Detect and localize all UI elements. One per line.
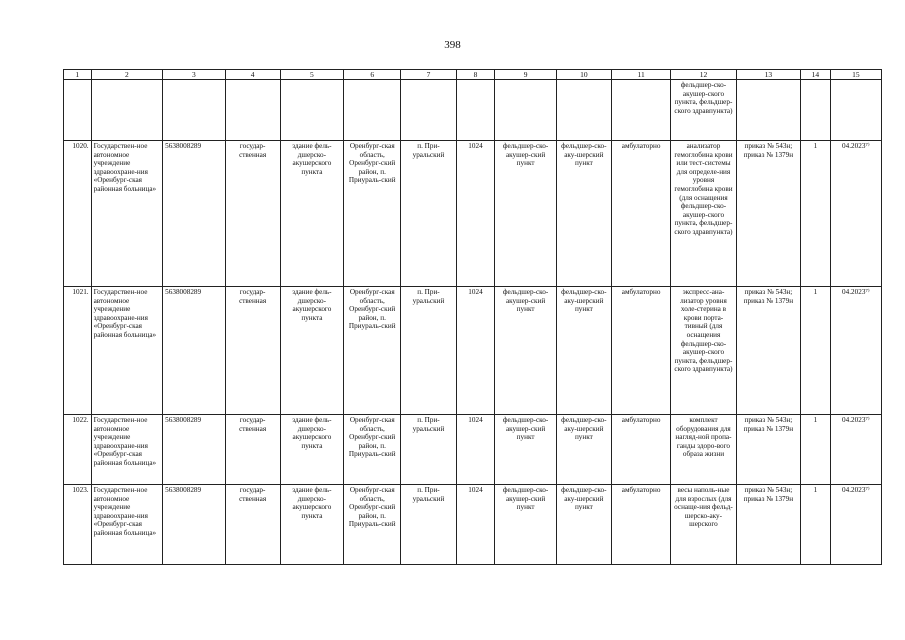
- row-number: 1023.: [64, 485, 92, 565]
- column-number: 13: [736, 70, 800, 80]
- table-row: [64, 141, 882, 287]
- column-number: 7: [401, 70, 456, 80]
- column-number: 14: [801, 70, 831, 80]
- code-cell: 1024: [456, 415, 495, 485]
- settlement-cell: п. При-уральский: [401, 485, 456, 565]
- inn-cell: 5638008289: [163, 415, 225, 485]
- ownership-cell: государ-ственная: [225, 415, 280, 485]
- settlement-cell: п. При-уральский: [401, 141, 456, 287]
- building-cell: здание фель-дшерско-акушерского пункта: [280, 141, 343, 287]
- unit-type-cell: фельдшер-ско-аку-шерский пункт: [556, 485, 611, 565]
- column-number: 6: [344, 70, 401, 80]
- page-number: 398: [444, 39, 461, 51]
- address-cell: Оренбург-ская область, Оренбург-ский район, п. Приураль-ский: [344, 485, 401, 565]
- orders-cell: приказ № 543н; приказ № 1379н: [736, 141, 800, 287]
- organization-name: Государствен-ное автономное учреждение здравоохране-ния «Оренбург-ская районная больница»: [91, 141, 163, 287]
- inn-cell: 5638008289: [163, 287, 225, 415]
- equipment-cell: фельдшер-ско-акушер-ского пункта, фельдшер-ского здравпункта): [671, 80, 736, 141]
- inn-cell: 5638008289: [163, 141, 225, 287]
- ownership-cell: государ-ственная: [225, 485, 280, 565]
- organization-name: Государствен-ное автономное учреждение здравоохране-ния «Оренбург-ская районная больница»: [91, 415, 163, 485]
- column-number: 12: [671, 70, 736, 80]
- quantity-cell: 1: [801, 141, 831, 287]
- column-number: 10: [556, 70, 611, 80]
- equipment-cell: комплект оборудования для нагляд-ной пропа-ганды здоро-вого образа жизни: [671, 415, 736, 485]
- building-cell: здание фель-дшерско-акушерского пункта: [280, 287, 343, 415]
- address-cell: Оренбург-ская область, Оренбург-ский район, п. Приураль-ский: [344, 141, 401, 287]
- unit-cell: фельдшер-ско-акушер-ский пункт: [495, 141, 556, 287]
- ownership-cell: государ-ственная: [225, 287, 280, 415]
- code-cell: 1024: [456, 141, 495, 287]
- equipment-cell: анализатор гемоглобина крови или тест-системы для определе-ния уровня гемоглобина крови (для оснащения фельдшер-ско-акушер-ского пункта, фельдшер-ского здравпункта): [671, 141, 736, 287]
- care-type-cell: амбулаторно: [611, 287, 670, 415]
- table-row: [64, 485, 882, 565]
- ownership-cell: государ-ственная: [225, 141, 280, 287]
- column-number: 2: [91, 70, 163, 80]
- unit-cell: фельдшер-ско-акушер-ский пункт: [495, 287, 556, 415]
- column-number: 1: [64, 70, 92, 80]
- unit-type-cell: фельдшер-ско-аку-шерский пункт: [556, 141, 611, 287]
- unit-cell: фельдшер-ско-акушер-ский пункт: [495, 485, 556, 565]
- column-number: 11: [611, 70, 670, 80]
- date-cell: 04.2023⁷⁾: [830, 287, 881, 415]
- unit-cell: фельдшер-ско-акушер-ский пункт: [495, 415, 556, 485]
- building-cell: здание фель-дшерско-акушерского пункта: [280, 415, 343, 485]
- equipment-cell: экспресс-ана-лизатор уровня холе-стерина в крови порта-тивный (для оснащения фельдшер-ско-акушер-ского пункта, фельдшер-ского здравпункта): [671, 287, 736, 415]
- building-cell: здание фель-дшерско-акушерского пункта: [280, 485, 343, 565]
- unit-type-cell: фельдшер-ско-аку-шерский пункт: [556, 287, 611, 415]
- quantity-cell: 1: [801, 415, 831, 485]
- column-number: 5: [280, 70, 343, 80]
- row-number: 1021.: [64, 287, 92, 415]
- date-cell: 04.2023⁷⁾: [830, 485, 881, 565]
- unit-type-cell: фельдшер-ско-аку-шерский пункт: [556, 415, 611, 485]
- orders-cell: приказ № 543н; приказ № 1379н: [736, 485, 800, 565]
- orders-cell: приказ № 543н; приказ № 1379н: [736, 415, 800, 485]
- settlement-cell: п. При-уральский: [401, 415, 456, 485]
- inn-cell: 5638008289: [163, 485, 225, 565]
- care-type-cell: амбулаторно: [611, 485, 670, 565]
- column-number: 15: [830, 70, 881, 80]
- organization-name: Государствен-ное автономное учреждение здравоохране-ния «Оренбург-ская районная больница»: [91, 287, 163, 415]
- table-row: [64, 287, 882, 415]
- care-type-cell: амбулаторно: [611, 141, 670, 287]
- code-cell: 1024: [456, 287, 495, 415]
- address-cell: Оренбург-ская область, Оренбург-ский район, п. Приураль-ский: [344, 415, 401, 485]
- column-number: 9: [495, 70, 556, 80]
- continuation-row: [64, 80, 882, 141]
- column-number: 4: [225, 70, 280, 80]
- orders-cell: приказ № 543н; приказ № 1379н: [736, 287, 800, 415]
- quantity-cell: 1: [801, 287, 831, 415]
- date-cell: 04.2023⁷⁾: [830, 141, 881, 287]
- row-number: 1020.: [64, 141, 92, 287]
- register-table: [63, 69, 882, 565]
- address-cell: Оренбург-ская область, Оренбург-ский район, п. Приураль-ский: [344, 287, 401, 415]
- table-row: [64, 415, 882, 485]
- quantity-cell: 1: [801, 485, 831, 565]
- column-number: 3: [163, 70, 225, 80]
- code-cell: 1024: [456, 485, 495, 565]
- settlement-cell: п. При-уральский: [401, 287, 456, 415]
- register-rows: [64, 141, 882, 565]
- column-number-row: [64, 70, 882, 80]
- row-number: 1022.: [64, 415, 92, 485]
- care-type-cell: амбулаторно: [611, 415, 670, 485]
- equipment-cell: весы наполь-ные для взрослых (для оснаще-ния фельд-шерско-аку-шерского: [671, 485, 736, 565]
- column-number: 8: [456, 70, 495, 80]
- organization-name: Государствен-ное автономное учреждение здравоохране-ния «Оренбург-ская районная больница»: [91, 485, 163, 565]
- date-cell: 04.2023⁷⁾: [830, 415, 881, 485]
